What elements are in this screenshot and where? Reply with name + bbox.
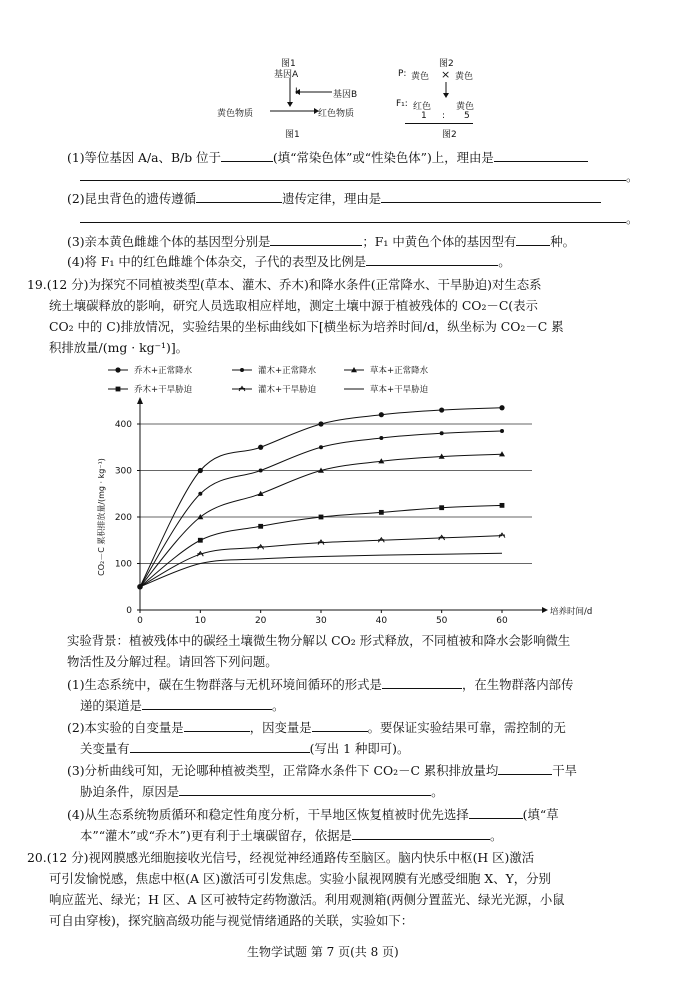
legend-label: 草本+正常降水 (370, 366, 429, 376)
x-tick-label: 0 (137, 616, 143, 626)
answer-blank[interactable] (184, 719, 250, 732)
data-point (259, 469, 263, 473)
answer-blank[interactable] (381, 190, 601, 203)
answer-blank[interactable] (142, 697, 272, 710)
y-axis-arrow-icon (137, 397, 143, 404)
answer-blank[interactable] (270, 233, 362, 246)
x-tick-label: 50 (435, 616, 448, 626)
figure-2-title: 图2 (439, 59, 454, 69)
ratio-left: 1 (421, 111, 427, 121)
legend-label: 草本+干旱胁迫 (370, 385, 429, 395)
q19-part2-cont: 关变量有 (写出 1 种即可)。 (80, 741, 410, 756)
answer-blank[interactable] (494, 149, 588, 162)
q19-part2: (2)本实验的自变量是 ，因变量是 。要保证实验结果可靠，需控制的无 (67, 720, 566, 735)
gene-b-label: 基因B (333, 90, 358, 100)
answer-blank[interactable] (196, 190, 282, 203)
answer-blank[interactable] (179, 783, 431, 796)
period: 。 (626, 211, 639, 226)
legend-marker (239, 387, 245, 392)
x-tick-label: 30 (315, 616, 327, 626)
data-point (379, 436, 383, 440)
x-axis-label: 培养时间/d (550, 607, 593, 617)
page-footer: 生物学试题 第 7 页(共 8 页) (247, 945, 399, 959)
data-point (379, 510, 384, 515)
arrow-right-icon (314, 108, 319, 114)
data-point (258, 524, 263, 529)
f1-right: 黄色 (456, 102, 475, 112)
y-tick-label: 100 (114, 559, 132, 570)
f1-left: 红色 (413, 102, 432, 112)
q18-part4: (4)将 F₁ 中的红色雌雄个体杂交，子代的表型及比例是 。 (67, 254, 511, 269)
data-point (378, 538, 384, 543)
q19-background-line2: 物活性及分解过程。请回答下列问题。 (67, 654, 278, 669)
arrow-left-icon (295, 89, 300, 95)
yellow-substance-label: 黄色物质 (217, 109, 254, 119)
ratio-right: 5 (464, 111, 470, 121)
q18-part3: (3)亲本黄色雌雄个体的基因型分别是 ；F₁ 中黄色个体的基因型有 种。 (67, 234, 576, 249)
cross-arrow (440, 81, 452, 99)
q18-part1: (1)等位基因 A/a、B/b 位于 (填“常染色体”或“性染色体”)上，理由是 (67, 149, 588, 166)
series-line-3 (140, 454, 502, 587)
co2-emission-chart (0, 356, 685, 628)
x-tick-label: 20 (254, 616, 267, 626)
data-point (198, 538, 203, 543)
figure-2-caption: 图2 (442, 130, 457, 140)
answer-line[interactable] (80, 222, 626, 223)
q19-stem-line2: 统土壤碳释放的影响，研究人员选取相应样地，测定土壤中源于植被残体的 CO₂－C(表示 (49, 298, 538, 313)
legend-label: 灌木+正常降水 (258, 366, 317, 376)
gene-a-label: 基因A (274, 70, 299, 80)
data-point (319, 445, 323, 449)
legend-marker (240, 368, 244, 372)
q19-part1: (1)生态系统中，碳在生物群落与无机环境间循环的形式是 ，在生物群落内部传 (67, 677, 574, 692)
data-point (379, 412, 384, 417)
data-point-origin (137, 584, 143, 590)
legend-marker (116, 387, 121, 392)
q19-stem-line1: 19.(12 分)为探究不同植被类型(草本、灌木、乔木)和降水条件(正常降水、干旱胁迫)对生态系 (27, 277, 542, 292)
answer-blank[interactable] (366, 253, 498, 266)
q19-background-line1: 实验背景：植被残体中的碳经土壤微生物分解以 CO₂ 形式释放，不同植被和降水会影响微生 (67, 633, 571, 648)
q19-part3: (3)分析曲线可知，无论哪种植被类型，正常降水条件下 CO₂－C 累积排放量均 干旱 (67, 763, 578, 778)
y-tick-label: 400 (114, 420, 132, 430)
answer-blank[interactable] (516, 233, 550, 246)
q20-stem-line1: 20.(12 分)视网膜感光细胞接收光信号，经视觉神经通路传至脑区。脑内快乐中枢(H 区)激活 (27, 850, 535, 865)
q20-stem-line4: 可自由穿梭)，探究脑高级功能与视觉情绪通路的关联，实验如下： (49, 913, 414, 928)
answer-blank[interactable] (130, 740, 310, 753)
data-point (439, 407, 444, 412)
x-tick-label: 40 (375, 616, 388, 626)
cross-symbol: × (441, 68, 451, 81)
data-point (500, 429, 504, 433)
data-point (499, 405, 504, 410)
arrow-down-icon (443, 93, 449, 98)
x-tick-label: 10 (194, 616, 207, 626)
q19-part4: (4)从生态系统物质循环和稳定性角度分析，干旱地区恢复植被时优先选择 (填“草 (67, 807, 559, 822)
figure-1-title: 图1 (281, 59, 296, 69)
y-tick-label: 300 (114, 466, 132, 477)
data-point (440, 431, 444, 435)
data-point (500, 503, 505, 508)
p-left: 黄色 (411, 72, 430, 82)
q20-stem-line2: 可引发愉悦感，焦虑中枢(A 区)激活可引发焦虑。实验小鼠视网膜有光感受细胞 X、Y，分别 (49, 871, 551, 886)
q18-part2: (2)昆虫背色的遗传遵循 遗传定律，理由是 (67, 190, 601, 207)
data-point (258, 545, 264, 550)
red-substance-label: 红色物质 (318, 109, 355, 119)
f1-label: F₁: (396, 99, 408, 109)
answer-blank[interactable] (498, 762, 552, 775)
legend-label: 乔木+正常降水 (134, 366, 193, 376)
answer-blank[interactable] (469, 806, 523, 819)
period: 。 (626, 169, 639, 184)
arrow-down-icon (287, 102, 293, 107)
series-line-6 (140, 553, 502, 586)
y-axis-label: CO₂－C 累积排放量/(mg · kg⁻¹) (97, 458, 106, 576)
answer-blank[interactable] (352, 827, 490, 840)
pathway-arrows (250, 76, 340, 116)
q19-part3-cont: 胁迫条件，原因是 。 (80, 784, 444, 799)
data-point (319, 515, 324, 520)
p-right: 黄色 (455, 72, 474, 82)
figure-1-caption: 图1 (285, 130, 300, 140)
data-point (439, 505, 444, 510)
data-point (318, 421, 323, 426)
q19-part1-cont: 递的渠道是 。 (80, 698, 285, 713)
legend-label: 灌木+干旱胁迫 (258, 385, 317, 395)
x-tick-label: 60 (496, 616, 508, 626)
data-point (198, 492, 202, 496)
data-point (197, 552, 203, 557)
x-axis-arrow-icon (542, 607, 548, 613)
data-point (198, 468, 203, 473)
ratio-colon: : (442, 111, 446, 121)
legend-label: 乔木+干旱胁迫 (134, 385, 193, 395)
y-tick-label: 0 (126, 606, 132, 616)
data-point (258, 445, 263, 450)
data-point (499, 533, 505, 538)
ratio-underline (405, 123, 473, 124)
p-label: P: (398, 69, 407, 79)
data-point (318, 540, 324, 545)
answer-blank[interactable] (312, 719, 368, 732)
answer-blank[interactable] (221, 149, 273, 162)
q19-stem-line4: 积排放量/(mg · kg⁻¹)]。 (49, 340, 189, 355)
data-point (197, 514, 203, 519)
q20-stem-line3: 响应蓝光、绿光；H 区、A 区可被特定药物激活。利用观测箱(两侧分置蓝光、绿光光源，小鼠 (49, 892, 565, 907)
legend-marker (115, 367, 120, 372)
y-tick-label: 200 (114, 513, 132, 523)
answer-blank[interactable] (382, 676, 462, 689)
answer-line[interactable] (80, 180, 626, 181)
data-point (439, 535, 445, 540)
q19-part4-cont: 本”“灌木”或“乔木”)更有利于土壤碳留存，依据是 。 (80, 828, 503, 843)
series-line-1 (140, 408, 502, 587)
q19-stem-line3: CO₂ 中的 C)排放情况，实验结果的坐标曲线如下[横坐标为培养时间/d，纵坐标为 CO₂－C 累 (49, 319, 564, 334)
